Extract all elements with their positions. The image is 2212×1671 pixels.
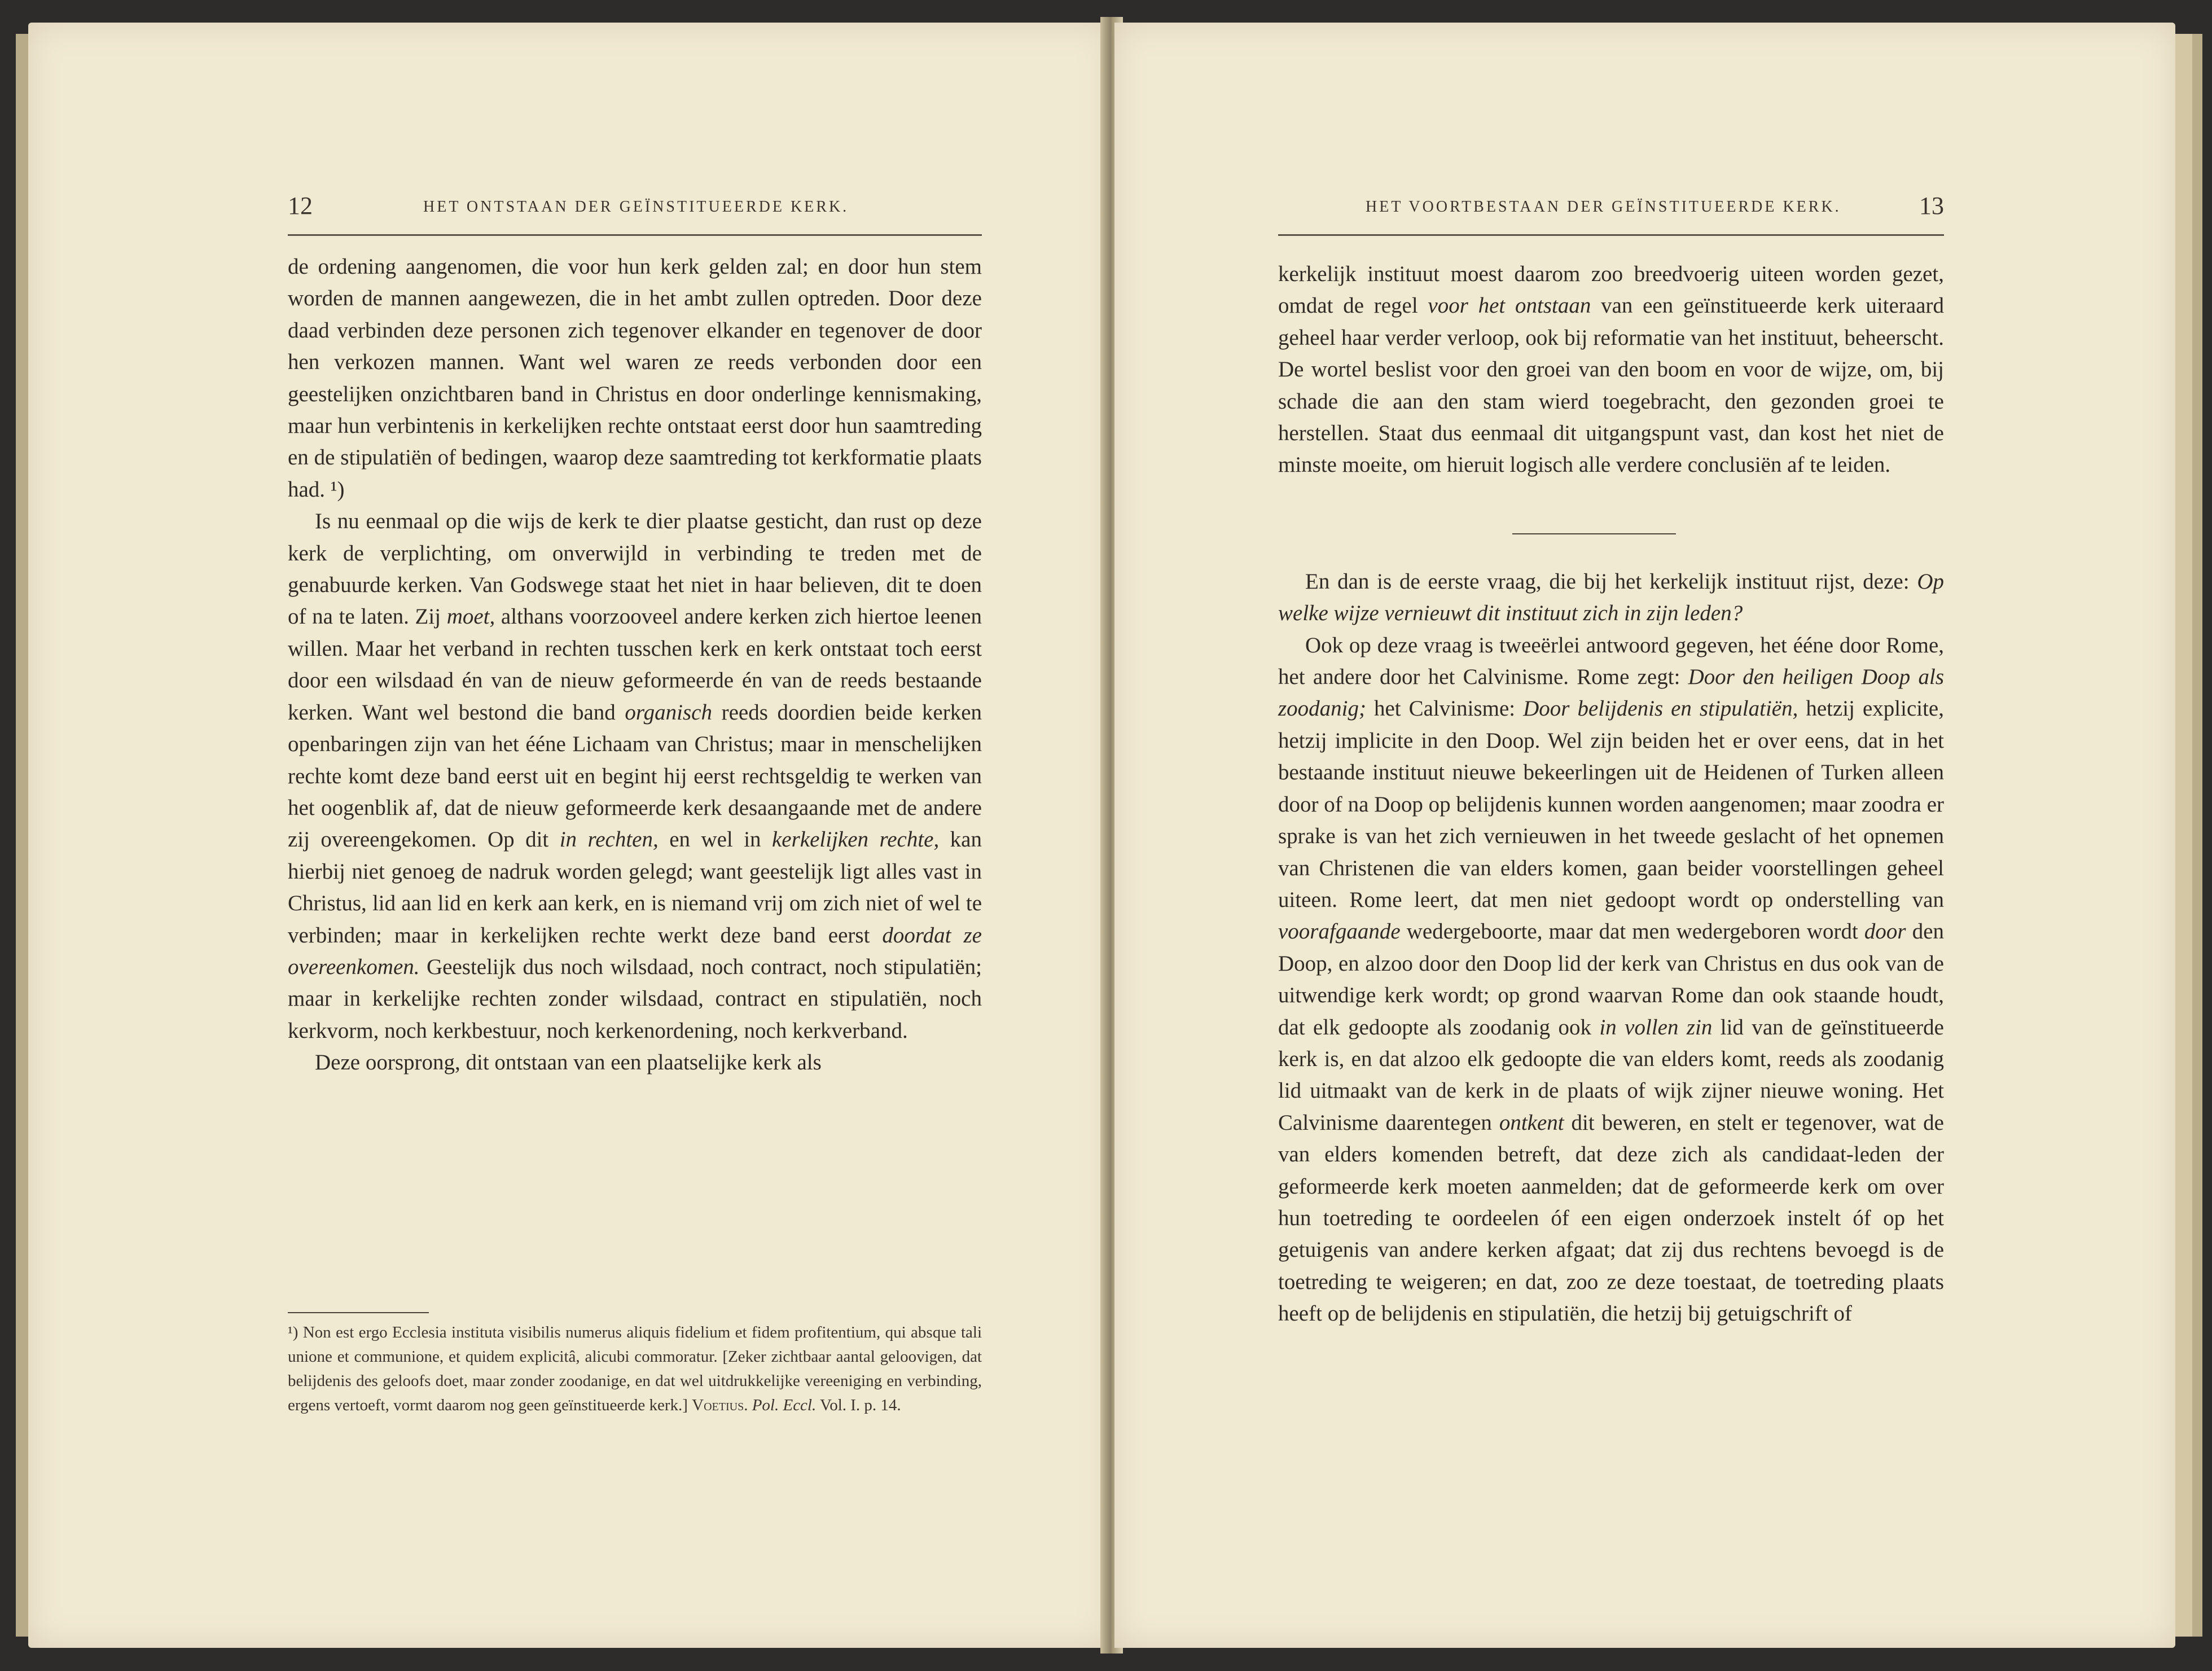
footnote-rule [288,1312,429,1313]
paragraph [288,251,982,506]
footnote-body: ¹) Non est ergo Ecclesia instituta visibilis numerus aliquis fidelium et fidem profitentium, qui absque tali unione et communione, et quidem explicitâ, alicubi commoratur. [Zeker zichtbaar aantal geloovigen, dat belijdenis des geloofs doet, maar zonder zoodanige, en dat wel uitdrukkelijke vereeniging en verbinding, ergens vertoeft, vormt daarom nog geen geïnstitueerde kerk.] [288,1323,982,1414]
text-run: En dan is de eerste vraag, die bij het kerkelijk instituut rijst, deze: [1305,569,1917,594]
footnote-work: Pol. Eccl. [752,1396,817,1414]
running-head: HET ONTSTAAN DER GEÏNSTITUEERDE KERK. [423,198,849,216]
left-page-header [288,183,982,236]
left-page [28,23,1112,1648]
text-run: van een geïnstitueerde kerk uiteraard geheel haar verder verloop, ook bij reformatie van het instituut, beheerscht. De wortel beslist voor den groei van den boom en voor de wijze, om, bij schade die aan den stam wierd toegebracht, den gezonden groei te herstellen. Staat dus eenmaal dit uitgangspunt vast, dan kost het niet de minste moeite, om hieruit logisch alle verdere conclusiën af te leiden. [1278,293,1945,477]
text-run: althans voorzooveel andere kerken zich hiertoe leenen willen. Maar het verband in rechten tusschen kerk en kerk ontstaat toch eerst door een wilsdaad én van de nieuw geformeerde én van de reeds bestaande kerken. Want wel bestond die band [288,604,982,725]
left-page-edge [16,34,28,1637]
emphasis: in vollen zin [1599,1015,1713,1040]
text-run: kerkelijk instituut moest daarom zoo breedvoerig uiteen worden gezet, omdat de regel [1278,262,1944,318]
text-run: Is nu eenmaal op die wijs de kerk te dier plaatse gesticht, dan rust op deze kerk de verplichting, om onverwijld in verbinding te treden met de genabuurde kerken. Van Godswege staat het niet in haar believen, dit te doen of na te laten. Zij [288,509,982,629]
text-run: het Calvinisme: [1366,696,1524,721]
section-rule [1512,533,1676,534]
emphasis: in rechten, [559,827,659,852]
text-run: Geestelijk dus noch wilsdaad, noch contract, noch stipulatiën; maar in kerkelijke rechten zonder wilsdaad, contract en stipulatiën, noch kerkvorm, noch kerkbestuur, noch kerkenordening, noch kerkverband. [288,954,982,1043]
text-run: Deze oorsprong, dit ontstaan van een plaatselijke kerk als [315,1050,822,1075]
emphasis: voorafgaande [1278,919,1401,944]
right-page-edge [2175,34,2192,1637]
emphasis: voor het ontstaan [1428,293,1591,318]
text-run: dit beweren, en stelt er tegenover, wat de van elders komenden betreft, dat deze zich als candidaat-leden der geformeerde kerk moeten aanmelden; dat de geformeerde kerk om over hun toetreding te oordeelen óf een eigen onderzoek instelt óf op het getuigenis van andere kerken afgaat; dat zij dus rechtens bevoegd is de toetreding te weigeren; en dat, zoo ze deze toestaat, de toetreding plaats heeft op de belijdenis en stipulatiën, die hetzij bij getuigschrift of [1278,1110,1944,1326]
emphasis: doordat ze overeenkomen. [288,923,982,979]
page-number: 12 [288,192,313,220]
emphasis: organisch [625,700,712,725]
emphasis: Op welke wijze vernieuwt dit instituut zich in zijn leden? [1278,569,1944,626]
footnote-ref: Vol. I. p. 14. [819,1396,901,1414]
emphasis: ontkent [1499,1110,1564,1135]
paragraph [1278,258,1944,481]
emphasis: Door den heiligen Doop als zoodanig; [1278,665,1944,721]
text-run: en wel in [658,827,772,852]
footnote-author: Voetius. [692,1396,748,1414]
text-run: den Doop, en alzoo door den Doop lid der kerk van Christus en dus ook van de uitwendige kerk wordt; op grond waarvan Rome dan ook staande houdt, dat elk gedoopte als zoodanig ook [1278,919,1945,1040]
paragraph [288,506,982,1047]
left-page-body [288,251,982,1079]
text-run: hetzij explicite, hetzij implicite in den Doop. Wel zijn beiden het er over eens, dat in het bestaande instituut nieuwe bekeerlingen uit de Heidenen of Turken alleen door of na Doop op belijdenis kunnen worden aangenomen; maar zoodra er sprake is van het zich vernieuwen in het tweede geslacht of het opnemen van Christenen die van elders komen, gaan beider voorstellingen geheel uiteen. Rome leert, dat men niet gedoopt wordt op onderstelling van [1278,696,1944,912]
right-page-header [1278,183,1944,236]
text-run: reeds doordien beide kerken openbaringen zijn van het ééne Lichaam van Christus; maar in menschelijken rechte komt deze band eerst uit en begint hij eerst rechtsgeldig te werken van het oogenblik af, dat de nieuw geformeerde kerk desaangaande met de andere zij overeengekomen. Op dit [288,700,982,852]
text-run: wedergeboorte, maar dat men wedergeboren wordt [1400,919,1864,944]
paragraph [1278,566,1944,630]
text-run: de ordening aangenomen, die voor hun kerk gelden zal; en door hun stem worden de mannen aangewezen, die in het ambt zullen optreden. Door deze daad verbinden deze personen zich tegenover elkander en tegenover de door hen verkozen mannen. Want wel waren ze reeds verbonden door een geestelijken onzichtbaren band in Christus en door onderlinge kennismaking, maar hun verbintenis in kerkelijken rechte ontstaat eerst door hun saamtreding en de stipulatiën of bedingen, waarop deze saamtreding tot kerkformatie plaats had. ¹) [288,255,982,502]
emphasis: kerkelijken rechte, [771,827,940,852]
emphasis: door [1864,919,1906,944]
paragraph [1278,630,1944,1330]
running-head: HET VOORTBESTAAN DER GEÏNSTITUEERDE KERK. [1366,198,1841,216]
footnote-text [288,1321,982,1418]
paragraph [288,1047,982,1078]
text-run: kan hierbij niet genoeg de nadruk worden gelegd; want geestelijk ligt alles vast in Christus, lid aan lid en kerk aan kerk, en is niemand vrij om zich niet of wel te verbinden; maar in kerkelijken rechte werkt deze band eerst [288,827,982,948]
section-gap [1278,481,1944,566]
page-number: 13 [1919,192,1944,220]
text-run: Ook op deze vraag is tweeërlei antwoord gegeven, het ééne door Rome, het andere door het Calvinisme. Rome zegt: [1278,633,1944,690]
emphasis: Door belijdenis en stipulatiën, [1523,696,1798,721]
right-page-body [1278,258,1944,1330]
text-run: lid van de geïnstitueerde kerk is, en dat alzoo elk gedoopte die van elders komt, reeds als zoodanig lid uitmaakt van de kerk in de plaats of wijk zijner nieuwe woning. Het Calvinisme daarentegen [1278,1015,1944,1135]
emphasis: moet, [446,604,495,629]
footnote [288,1321,982,1418]
right-page [1114,23,2175,1648]
right-page-edge-outer [2192,34,2202,1637]
